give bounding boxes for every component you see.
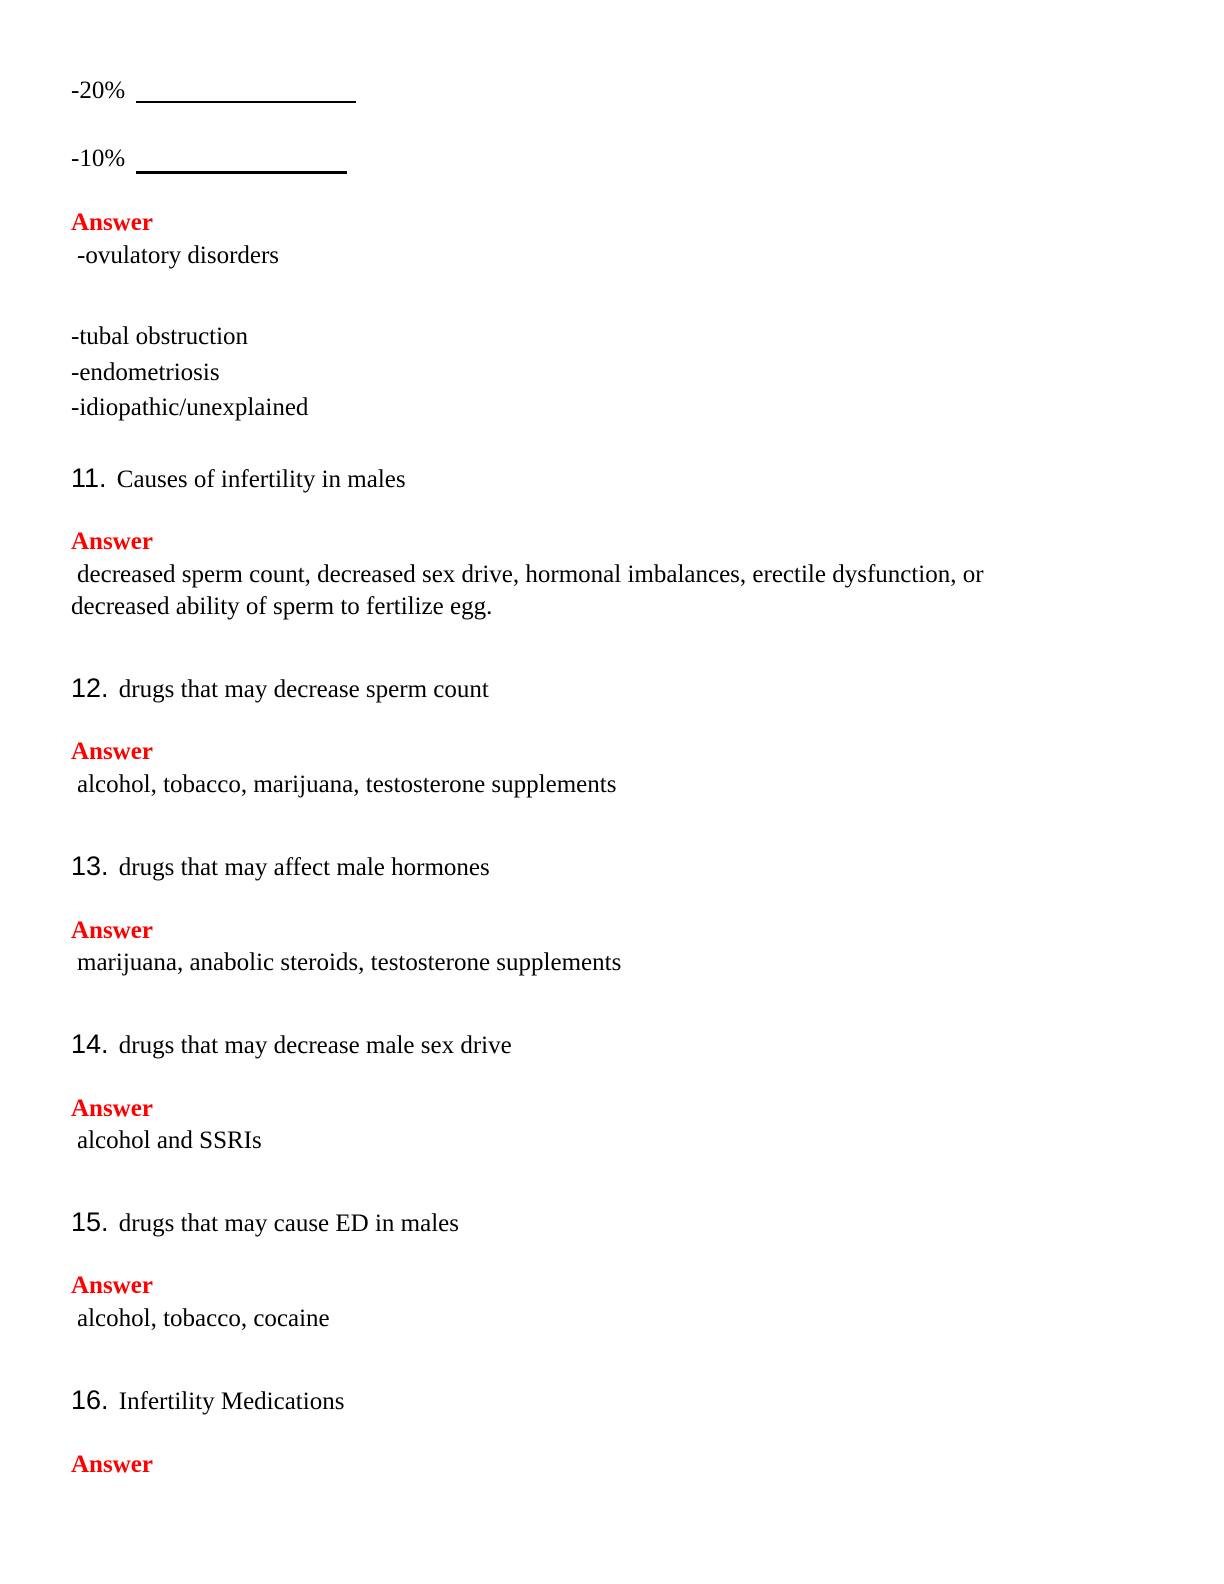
question-14 (71, 1031, 512, 1058)
answer-text: -tubal obstruction (71, 323, 249, 350)
answer-text: decreased ability of sperm to fertilize egg. (71, 593, 493, 620)
blank-line (136, 171, 347, 174)
fill-in-10-percent (71, 146, 125, 171)
question-text: drugs that may affect male hormones (118, 854, 490, 881)
answer-label: Answer (71, 1451, 153, 1478)
answer-label: Answer (71, 738, 153, 765)
answer-text: marijuana, anabolic steroids, testosterone supplements (77, 949, 622, 976)
question-number: 16. (71, 1385, 109, 1415)
answer-text: decreased sperm count, decreased sex drive, hormonal imbalances, erectile dysfunction, or (77, 561, 984, 588)
fill-in-label: -10% (71, 145, 126, 172)
question-number: 12. (71, 673, 109, 703)
answer-text: -ovulatory disorders (77, 242, 280, 269)
answer-text: alcohol, tobacco, marijuana, testosterone supplements (77, 771, 617, 798)
answer-label: Answer (71, 917, 153, 944)
fill-in-label: -20% (71, 77, 126, 104)
question-text: drugs that may cause ED in males (118, 1210, 459, 1237)
answer-label: Answer (71, 1095, 153, 1122)
answer-label: Answer (71, 528, 153, 555)
question-15 (71, 1209, 459, 1236)
answer-text: alcohol, tobacco, cocaine (77, 1305, 330, 1332)
question-number: 14. (71, 1029, 109, 1059)
question-11 (71, 465, 406, 492)
answer-text: -idiopathic/unexplained (71, 394, 309, 421)
answer-label: Answer (71, 1272, 153, 1299)
question-text: drugs that may decrease male sex drive (118, 1032, 512, 1059)
fill-in-20-percent (71, 78, 125, 103)
answer-label: Answer (71, 209, 153, 236)
question-12 (71, 675, 489, 702)
answer-text: alcohol and SSRIs (77, 1127, 262, 1154)
question-text: Infertility Medications (118, 1388, 345, 1415)
blank-line (136, 101, 356, 103)
question-13 (71, 853, 490, 880)
question-text: drugs that may decrease sperm count (118, 676, 489, 703)
answer-text: -endometriosis (71, 359, 220, 386)
question-text: Causes of infertility in males (116, 466, 406, 493)
question-16 (71, 1387, 344, 1414)
question-number: 11. (71, 463, 107, 493)
question-number: 15. (71, 1207, 109, 1237)
question-number: 13. (71, 851, 109, 881)
